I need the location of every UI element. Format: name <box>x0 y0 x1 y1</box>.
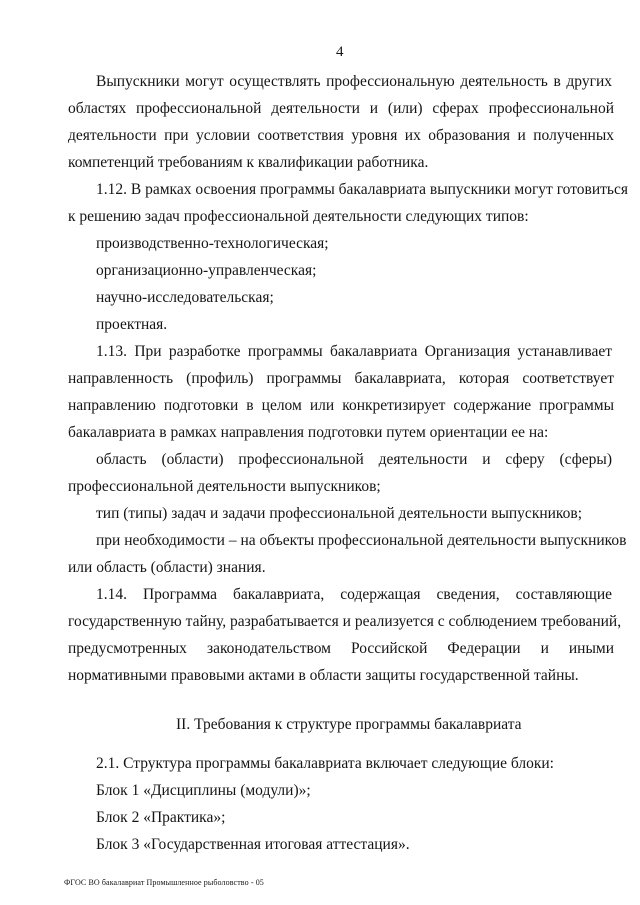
list-item: Блок 2 «Практика»; <box>96 809 226 826</box>
paragraph-line: деятельности при условии соответствия уровня их образования и полученных <box>68 127 614 144</box>
paragraph-line: Выпускники могут осуществлять профессиональную деятельность в других <box>96 73 612 90</box>
paragraph-line: государственную тайну, разрабатывается и реализуется с соблюдением требований, <box>68 613 622 630</box>
paragraph-line: 1.13. При разработке программы бакалавриата Организация устанавливает <box>96 343 612 360</box>
list-item: или область (области) знания. <box>68 559 266 576</box>
list-item: Блок 3 «Государственная итоговая аттестация». <box>96 836 410 853</box>
paragraph-line: компетенций требованиям к квалификации работника. <box>68 154 429 171</box>
paragraph-line: направлению подготовки в целом или конкретизирует содержание программы <box>68 397 614 414</box>
list-item: научно-исследовательская; <box>96 289 274 306</box>
page-number: 4 <box>336 44 344 60</box>
list-item: производственно-технологическая; <box>96 235 329 252</box>
paragraph-line: нормативными правовыми актами в области защиты государственной тайны. <box>68 667 579 684</box>
list-item: профессиональной деятельности выпускников; <box>68 478 381 495</box>
paragraph-line: 1.14. Программа бакалавриата, содержащая сведения, составляющие <box>96 586 612 603</box>
paragraph-line: предусмотренных законодательством Российской Федерации и иными <box>68 640 614 657</box>
paragraph-line: направленность (профиль) программы бакалавриата, которая соответствует <box>68 370 614 387</box>
paragraph-line: к решению задач профессиональной деятельности следующих типов: <box>68 208 529 225</box>
list-item: тип (типы) задач и задачи профессиональной деятельности выпускников; <box>96 505 583 522</box>
paragraph-line: 1.12. В рамках освоения программы бакалавриата выпускники могут готовиться <box>96 181 629 198</box>
section-heading: II. Требования к структуре программы бакалавриата <box>176 716 522 733</box>
paragraph-line: областях профессиональной деятельности и (или) сферах профессиональной <box>68 100 614 117</box>
list-item: организационно-управленческая; <box>96 262 317 279</box>
list-item: при необходимости – на объекты профессиональной деятельности выпускников <box>96 532 627 549</box>
list-item: проектная. <box>96 316 168 333</box>
list-item: область (области) профессиональной деятельности и сферу (сферы) <box>96 451 612 468</box>
list-item: Блок 1 «Дисциплины (модули)»; <box>96 782 311 799</box>
paragraph-line: бакалавриата в рамках направления подготовки путем ориентации ее на: <box>68 424 549 441</box>
paragraph-line: 2.1. Структура программы бакалавриата включает следующие блоки: <box>96 755 554 772</box>
page-footer: ФГОС ВО бакалавриат Промышленное рыболовство - 05 <box>64 878 264 887</box>
